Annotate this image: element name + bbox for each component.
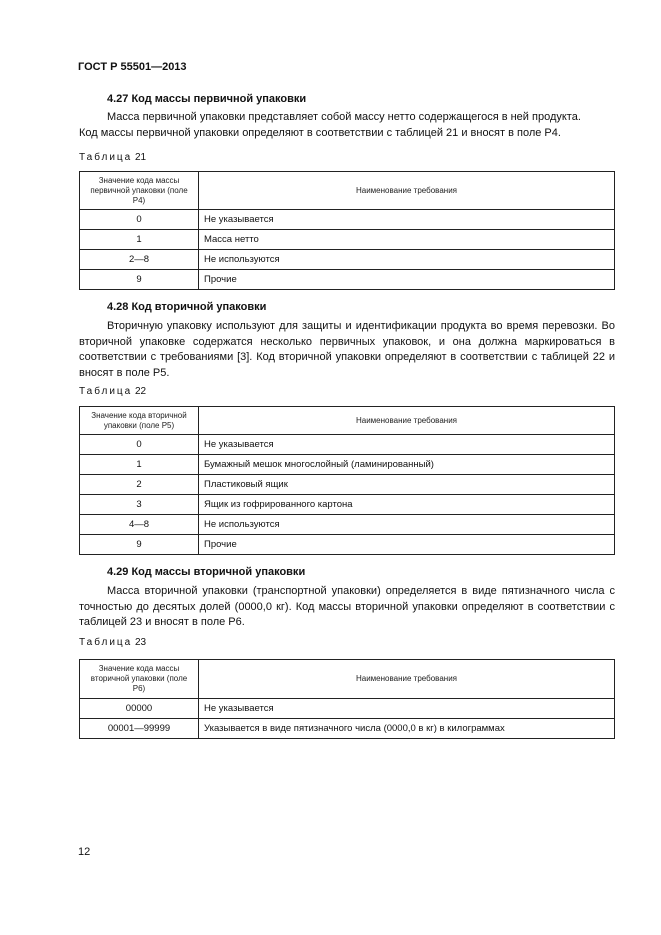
cell-code: 1 bbox=[80, 455, 199, 475]
section-title-4-28: 4.28 Код вторичной упаковки bbox=[107, 301, 267, 313]
cell-name: Ящик из гофрированного картона bbox=[199, 495, 615, 515]
column-header-code: Значение кода массы вторичной упаковки (поле Р6) bbox=[80, 660, 199, 699]
cell-code: 1 bbox=[80, 230, 199, 250]
cell-name: Пластиковый ящик bbox=[199, 475, 615, 495]
page-number: 12 bbox=[78, 846, 91, 858]
cell-code: 9 bbox=[80, 535, 199, 555]
section-paragraph-4-28: Вторичную упаковку используют для защиты и идентификации продукта во время перевозки. Во вторичной упаковке содержатся несколько первичных упаковок, и она должна маркироваться в соответствии с требованиями [3]. Код вторичной упаковки определяют в соответствии с таблицей 22 и вносят в поле Р5. bbox=[79, 320, 615, 379]
table-header-row bbox=[80, 172, 615, 210]
cell-code: 9 bbox=[80, 270, 199, 290]
table-header-row bbox=[80, 407, 615, 435]
cell-name: Не указывается bbox=[199, 210, 615, 230]
table-row bbox=[80, 455, 615, 475]
cell-name: Прочие bbox=[199, 535, 615, 555]
column-header-name: Наименование требования bbox=[199, 407, 615, 435]
cell-code: 4—8 bbox=[80, 515, 199, 535]
cell-code: 3 bbox=[80, 495, 199, 515]
section-paragraph-4-29: Масса вторичной упаковки (транспортной упаковки) определяется в виде пятизначного числа с точностью до десятых долей (0000,0 кг). Код массы вторичной упаковки определяют в соответствии с таблицей 23 и вносят в поле Р6. bbox=[79, 585, 615, 628]
cell-name: Не используются bbox=[199, 250, 615, 270]
column-header-code: Значение кода вторичной упаковки (поле Р5) bbox=[80, 407, 199, 435]
section-paragraph-4-27: Масса первичной упаковки представляет собой массу нетто содержащегося в ней продукта. Код массы первичной упаковки определяют в соответствии с таблицей 21 и вносят в поле Р4. bbox=[79, 111, 581, 139]
cell-name: Бумажный мешок многослойный (ламинированный) bbox=[199, 455, 615, 475]
table-row bbox=[80, 495, 615, 515]
table-row bbox=[80, 270, 615, 290]
cell-code: 00000 bbox=[80, 699, 199, 719]
cell-code: 0 bbox=[80, 210, 199, 230]
table-row bbox=[80, 475, 615, 495]
column-header-name: Наименование требования bbox=[199, 660, 615, 699]
table-caption-22: Таблица 22 bbox=[79, 386, 147, 397]
section-title-4-27: 4.27 Код массы первичной упаковки bbox=[107, 93, 307, 105]
cell-name: Прочие bbox=[199, 270, 615, 290]
cell-code: 2—8 bbox=[80, 250, 199, 270]
table-caption-23: Таблица 23 bbox=[79, 637, 147, 648]
cell-name: Масса нетто bbox=[199, 230, 615, 250]
cell-name: Указывается в виде пятизначного числа (0000,0 в кг) в килограммах bbox=[199, 719, 615, 739]
table-row bbox=[80, 210, 615, 230]
cell-code: 2 bbox=[80, 475, 199, 495]
section-title-4-29: 4.29 Код массы вторичной упаковки bbox=[107, 566, 306, 578]
cell-name: Не используются bbox=[199, 515, 615, 535]
document-id: ГОСТ Р 55501—2013 bbox=[78, 61, 187, 73]
table-23 bbox=[79, 659, 615, 739]
table-row bbox=[80, 515, 615, 535]
table-row bbox=[80, 719, 615, 739]
column-header-code: Значение кода массы первичной упаковки (поле Р4) bbox=[80, 172, 199, 210]
table-row bbox=[80, 699, 615, 719]
column-header-name: Наименование требования bbox=[199, 172, 615, 210]
cell-name: Не указывается bbox=[199, 699, 615, 719]
table-22 bbox=[79, 406, 615, 555]
cell-code: 0 bbox=[80, 435, 199, 455]
table-row bbox=[80, 230, 615, 250]
table-row bbox=[80, 435, 615, 455]
table-caption-21: Таблица 21 bbox=[79, 152, 147, 163]
cell-name: Не указывается bbox=[199, 435, 615, 455]
table-header-row bbox=[80, 660, 615, 699]
cell-code: 00001—99999 bbox=[80, 719, 199, 739]
table-row bbox=[80, 250, 615, 270]
table-21 bbox=[79, 171, 615, 290]
table-row bbox=[80, 535, 615, 555]
